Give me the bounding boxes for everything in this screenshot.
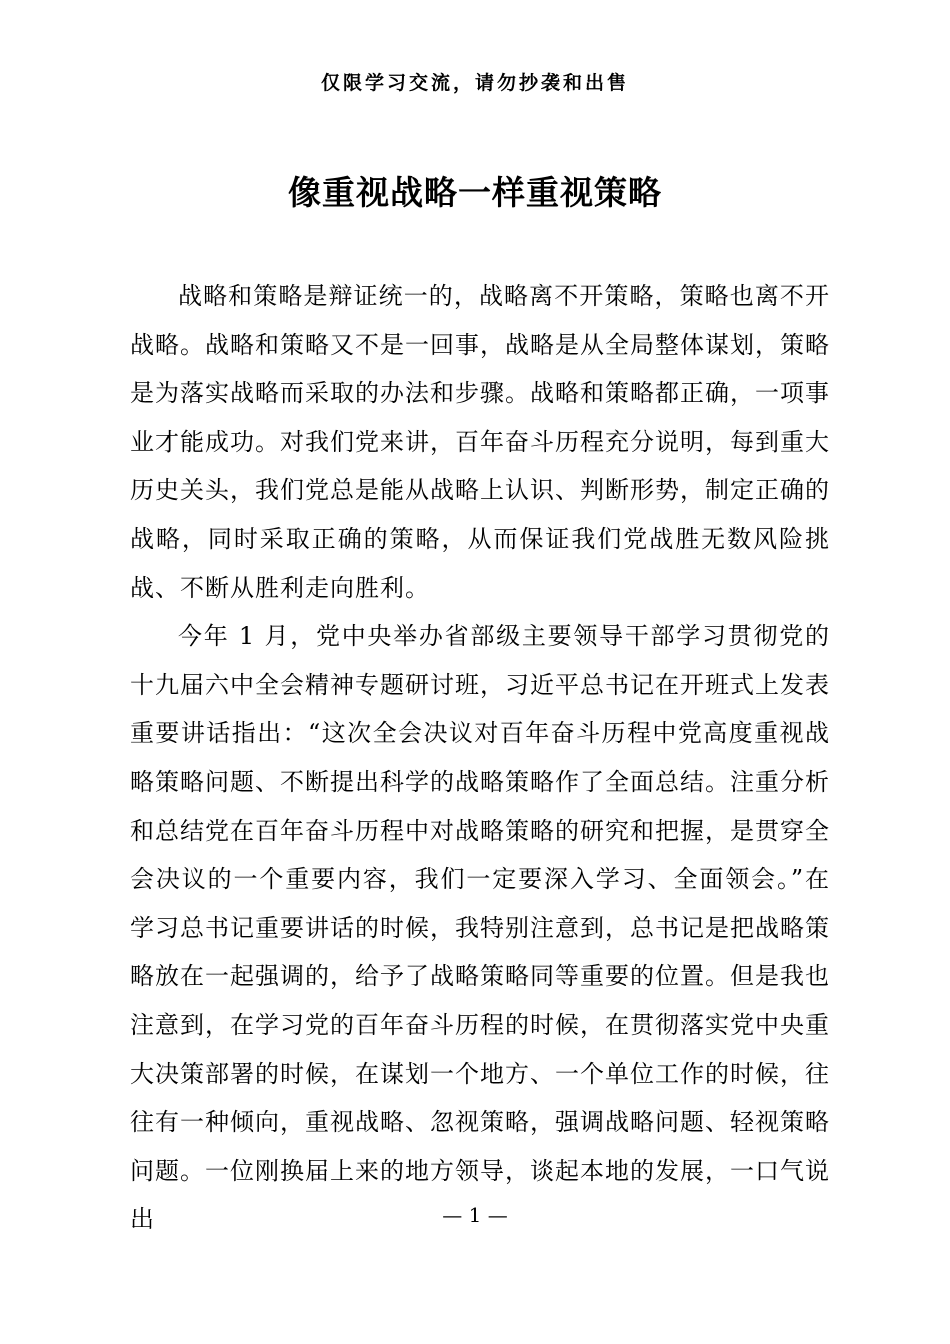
document-body (130, 272, 830, 1244)
header-note: 仅限学习交流，请勿抄袭和出售 (320, 72, 629, 94)
page-number: — 1 — (442, 1203, 508, 1227)
document-title: 像重视战略一样重视策略 (288, 173, 662, 212)
paragraph-2: 今年 1 月，党中央举办省部级主要领导干部学习贯彻党的十九届六中全会精神专题研讨班，习近平总书记在开班式上发表重要讲话指出：“这次全会决议对百年奋斗历程中党高度重视战略策略问题、不断提出科学的战略策略作了全面总结。注重分析和总结党在百年奋斗历程中对战略策略的研究和把握，是贯穿全会决议的一个重要内容，我们一定要深入学习、全面领会。”在学习总书记重要讲话的时候，我特别注意到，总书记是把战略策略放在一起强调的，给予了战略策略同等重要的位置。但是我也注意到，在学习党的百年奋斗历程的时候，在贯彻落实党中央重大决策部署的时候，在谋划一个地方、一个单位工作的时候，往往有一种倾向，重视战略、忽视策略，强调战略问题、轻视策略问题。一位刚换届上来的地方领导，谈起本地的发展，一口气说出 (130, 622, 830, 1234)
paragraph-1: 战略和策略是辩证统一的，战略离不开策略，策略也离不开战略。战略和策略又不是一回事，战略是从全局整体谋划，策略是为落实战略而采取的办法和步骤。战略和策略都正确，一项事业才能成功。对我们党来讲，百年奋斗历程充分说明，每到重大历史关头，我们党总是能从战略上认识、判断形势，制定正确的战略，同时采取正确的策略，从而保证我们党战胜无数风险挑战、不断从胜利走向胜利。 (130, 282, 830, 602)
